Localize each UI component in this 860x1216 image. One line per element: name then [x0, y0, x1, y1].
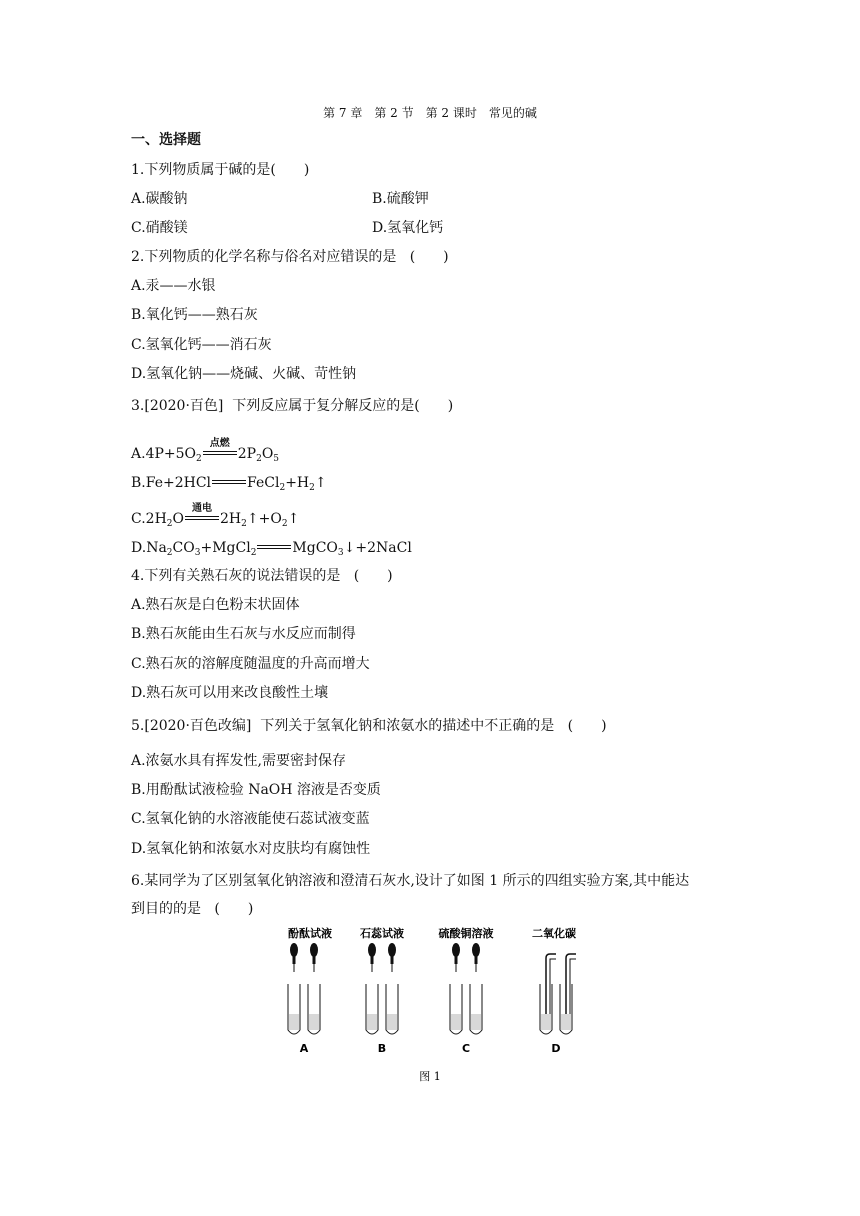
- reaction-arrow: [185, 503, 219, 526]
- reagent-label: 酚酞试液: [288, 927, 332, 940]
- group-c: [450, 943, 482, 1055]
- question-4-option-a: A.熟石灰是白色粉末状固体: [131, 597, 300, 613]
- question-source: 3.[2020·百色]: [131, 398, 224, 414]
- question-2-option-b: B.氧化钙——熟石灰: [131, 307, 258, 323]
- question-1-option-a: A.碳酸钠: [131, 191, 188, 207]
- figure-caption: 图 1: [419, 1070, 441, 1083]
- question-4-stem: [131, 567, 393, 585]
- liquid: [387, 1014, 397, 1030]
- answer-paren: ( ): [214, 901, 254, 917]
- group-letter: B: [377, 1042, 387, 1055]
- option-prefix: C.: [131, 511, 146, 527]
- reaction-condition: 点燃: [209, 438, 230, 449]
- question-4-option-b: B.熟石灰能由生石灰与水反应而制得: [131, 626, 356, 642]
- reaction-condition: 通电: [192, 503, 213, 514]
- answer-paren: ( ): [414, 398, 454, 414]
- reagent-label: 硫酸铜溶液: [438, 927, 494, 940]
- dropper-icon: [290, 943, 298, 972]
- question-4-option-d: D.熟石灰可以用来改良酸性土壤: [131, 685, 329, 701]
- reaction-arrow: [257, 541, 291, 555]
- reagent-label: 二氧化碳: [532, 927, 576, 940]
- question-4-text: 4.下列有关熟石灰的说法错误的是: [131, 568, 341, 584]
- question-2-text: 2.下列物质的化学名称与俗名对应错误的是: [131, 249, 397, 265]
- question-5-option-c: C.氢氧化钠的水溶液能使石蕊试液变蓝: [131, 811, 370, 827]
- question-1-option-b: B.硫酸钾: [372, 191, 429, 207]
- experiment-diagram: [280, 926, 600, 1086]
- question-1-option-d: D.氢氧化钙: [372, 220, 444, 236]
- question-2-option-a: A.汞——水银: [131, 278, 216, 294]
- liquid: [367, 1014, 377, 1030]
- question-3-option-c: $C.2H_2O$ 通电 $2H_2↑+O_2↑$: [131, 510, 299, 528]
- liquid: [471, 1014, 481, 1030]
- question-source: 5.[2020·百色改编]: [131, 718, 252, 734]
- question-3-stem: [131, 397, 453, 415]
- question-2-option-d: D.氢氧化钠——烧碱、火碱、苛性钠: [131, 366, 357, 382]
- liquid: [451, 1014, 461, 1030]
- liquid: [289, 1014, 299, 1030]
- group-b: [366, 943, 398, 1055]
- group-a: [288, 943, 320, 1055]
- option-prefix: D.: [131, 540, 147, 556]
- group-letter: D: [551, 1042, 561, 1055]
- answer-paren: ( ): [353, 568, 393, 584]
- question-6-stem-line1: 6.某同学为了区别氢氧化钠溶液和澄清石灰水,设计了如图 1 所示的四组实验方案,其中能达: [131, 873, 690, 889]
- group-d: [540, 954, 576, 1055]
- question-3-option-d: $D.Na_2CO_3+MgCl_2$ MgCO$_3$↓+2NaCl: [131, 540, 412, 558]
- question-2-option-c: C.氢氧化钙——消石灰: [131, 337, 272, 353]
- question-1-option-c: C.硝酸镁: [131, 220, 188, 236]
- question-5-option-a: A.浓氨水具有挥发性,需要密封保存: [131, 753, 347, 769]
- question-3-option-a: $A.4P+5O_2$ 点燃 $2P_2O_5$: [131, 445, 279, 463]
- question-3-option-b: B.Fe+2HCl $FeCl_2+H_2↑$: [131, 475, 327, 493]
- question-1-text: 1.下列物质属于碱的是: [131, 162, 271, 178]
- question-5-option-d: D.氢氧化钠和浓氨水对皮肤均有腐蚀性: [131, 841, 371, 857]
- reaction-arrow: [212, 476, 246, 490]
- question-6-stem-line2: [131, 900, 253, 918]
- liquid: [541, 1014, 551, 1030]
- group-letter: A: [299, 1042, 309, 1055]
- question-5-text: 下列关于氢氧化钠和浓氨水的描述中不正确的是: [260, 718, 555, 734]
- experiment-figure: [280, 926, 600, 1086]
- answer-paren: ( ): [270, 162, 310, 178]
- dropper-icon: [452, 943, 460, 972]
- question-2-stem: [131, 248, 449, 266]
- reagent-label: 石蕊试液: [360, 927, 404, 940]
- dropper-icon: [310, 943, 318, 972]
- section-title: 一、选择题: [131, 132, 201, 148]
- liquid: [309, 1014, 319, 1030]
- answer-paren: ( ): [409, 249, 449, 265]
- page-header: 第 7 章 第 2 节 第 2 课时 常见的碱: [323, 106, 537, 120]
- question-4-option-c: C.熟石灰的溶解度随温度的升高而增大: [131, 656, 370, 672]
- dropper-icon: [368, 943, 376, 972]
- option-prefix: B.: [131, 475, 146, 491]
- answer-paren: ( ): [567, 718, 607, 734]
- liquid: [561, 1014, 571, 1030]
- reaction-arrow: [203, 438, 237, 461]
- question-3-text: 下列反应属于复分解反应的是: [232, 398, 415, 414]
- question-5-option-b: B.用酚酞试液检验 NaOH 溶液是否变质: [131, 782, 381, 798]
- option-prefix: A.: [131, 446, 146, 462]
- group-letter: C: [461, 1042, 471, 1055]
- dropper-icon: [388, 943, 396, 972]
- question-1-stem: [131, 161, 309, 179]
- question-5-stem: [131, 717, 607, 735]
- question-6-text: 到目的的是: [131, 901, 201, 917]
- dropper-icon: [472, 943, 480, 972]
